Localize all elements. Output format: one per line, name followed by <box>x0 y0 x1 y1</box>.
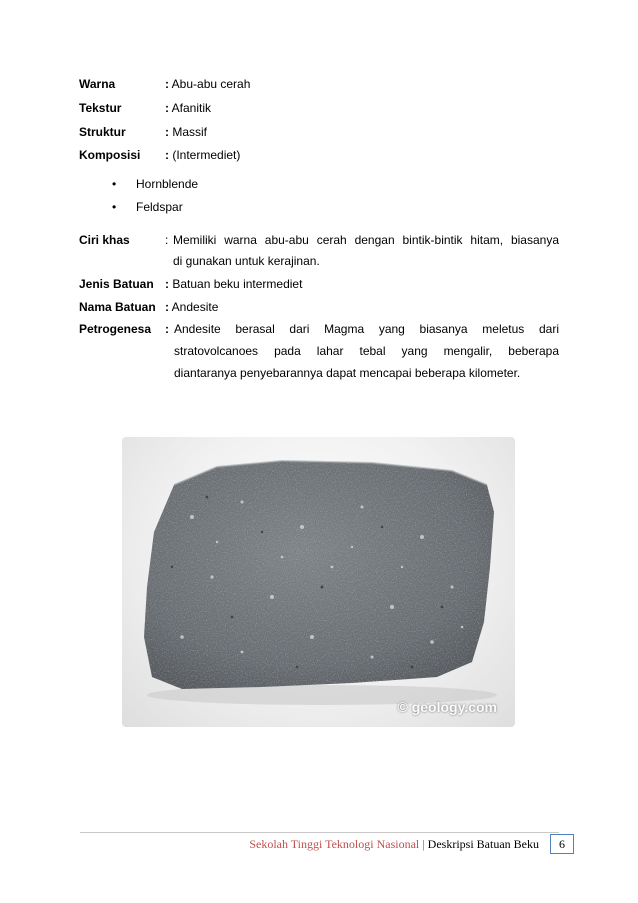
komposisi-label: Komposisi <box>79 148 141 162</box>
mineral-hornblende: Hornblende <box>136 177 199 191</box>
jenis-batuan-colon: : <box>165 277 169 291</box>
rock-image <box>122 437 515 727</box>
petrogenesa-line-3: diantaranya penyebarannya dapat mencapai beberapa kilometer. <box>174 366 521 380</box>
rock-shape <box>144 461 494 689</box>
petrogenesa-row <box>79 320 559 382</box>
warna-colon: : <box>165 77 169 91</box>
bullet-icon: • <box>112 177 117 191</box>
struktur-label: Struktur <box>79 125 126 139</box>
ciri-khas-colon: : <box>165 233 169 247</box>
photo-watermark: © geology.com <box>397 699 497 715</box>
komposisi-colon: : <box>165 148 169 162</box>
footer-document-title: Deskripsi Batuan Beku <box>427 837 539 851</box>
tekstur-colon: : <box>165 101 169 115</box>
nama-batuan-colon: : <box>165 300 169 314</box>
jenis-batuan-label: Jenis Batuan <box>79 277 154 291</box>
bullet-icon: • <box>112 200 117 214</box>
ciri-khas-row <box>79 231 559 271</box>
komposisi-value: (Intermediet) <box>172 148 241 162</box>
nama-batuan-value: Andesite <box>171 300 219 314</box>
ciri-khas-line-2: di gunakan untuk kerajinan. <box>173 254 320 268</box>
tekstur-value: Afanitik <box>171 101 212 115</box>
ciri-khas-line-1: Memiliki warna abu-abu cerah dengan bintik-bintik hitam, biasanya <box>173 233 559 247</box>
warna-label: Warna <box>79 77 116 91</box>
nama-batuan-label: Nama Batuan <box>79 300 156 314</box>
footer-divider <box>80 832 559 833</box>
page-footer <box>249 834 574 854</box>
warna-value: Abu-abu cerah <box>171 77 251 91</box>
footer-separator: | <box>422 837 425 851</box>
jenis-batuan-value: Batuan beku intermediet <box>172 277 303 291</box>
page-number: 6 <box>550 834 574 854</box>
petrogenesa-line-2: stratovolcanoes pada lahar tebal yang mengalir, beberapa <box>174 344 559 358</box>
petrogenesa-label: Petrogenesa <box>79 322 152 336</box>
petrogenesa-colon: : <box>165 322 169 336</box>
tekstur-label: Tekstur <box>79 101 122 115</box>
footer-school-name: Sekolah Tinggi Teknologi Nasional <box>249 837 420 851</box>
struktur-value: Massif <box>172 125 208 139</box>
petrogenesa-line-1: Andesite berasal dari Magma yang biasanya meletus dari <box>174 322 559 336</box>
struktur-colon: : <box>165 125 169 139</box>
ciri-khas-label: Ciri khas <box>79 233 130 247</box>
andesite-rock-photo <box>122 437 515 727</box>
mineral-feldspar: Feldspar <box>136 200 183 214</box>
